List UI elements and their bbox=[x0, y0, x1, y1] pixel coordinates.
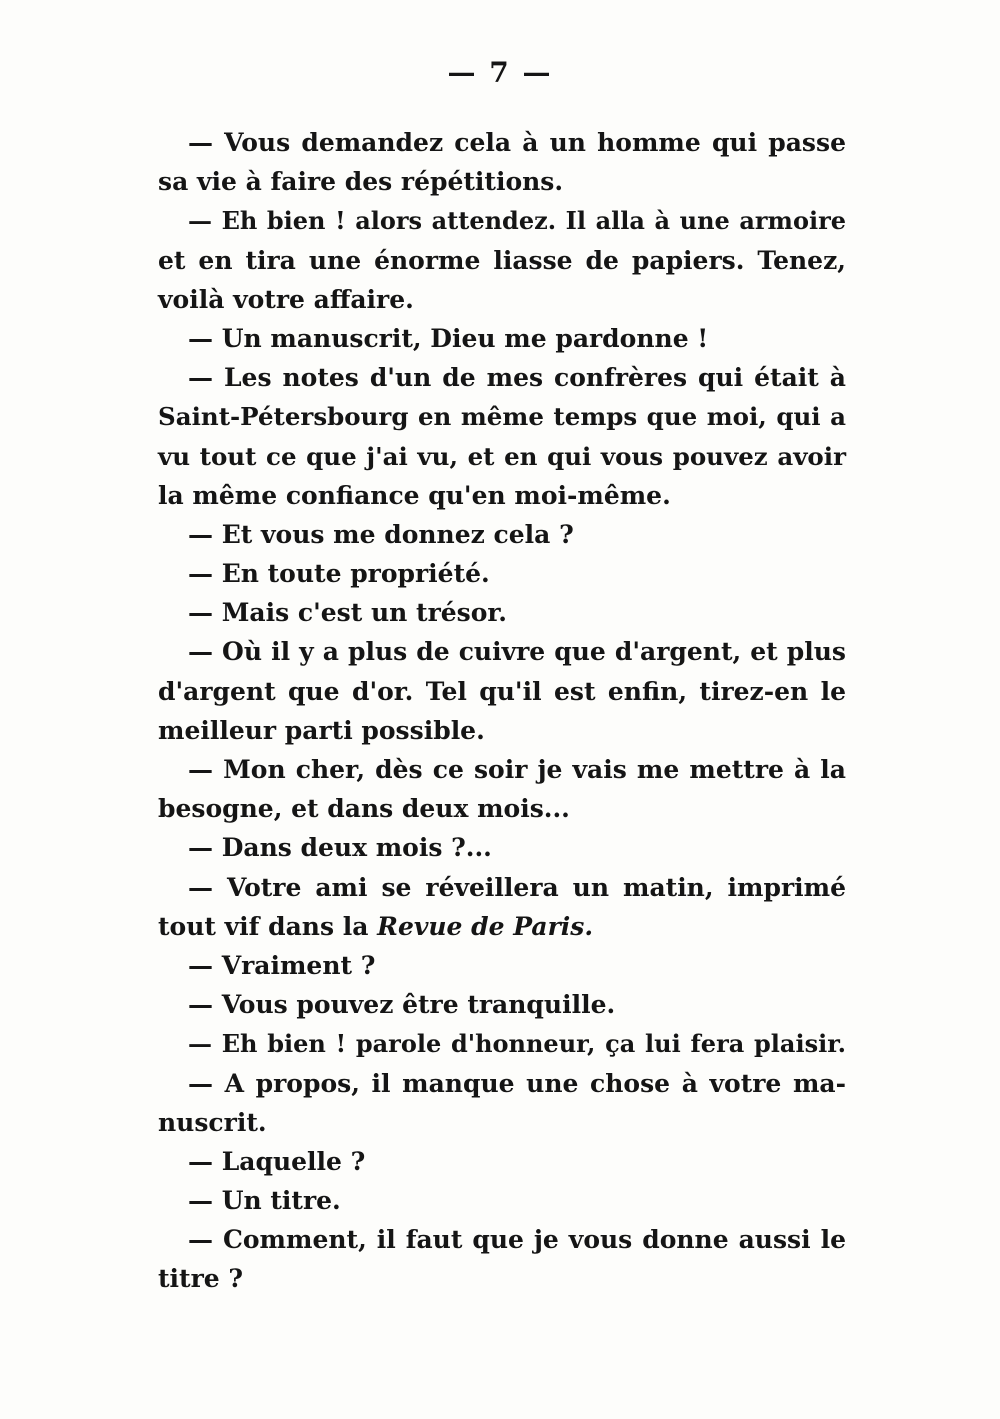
text-line: et en tira une énorme liasse de papiers. Tenez, bbox=[158, 245, 846, 275]
text-line: meilleur parti possible. bbox=[158, 715, 485, 745]
text-line: nuscrit. bbox=[158, 1107, 267, 1137]
body-text bbox=[158, 123, 846, 1299]
text-line: — Laquelle ? bbox=[188, 1146, 366, 1176]
periodical-title: Revue de Paris. bbox=[377, 911, 594, 941]
text-line: — Un manuscrit, Dieu me pardonne ! bbox=[188, 323, 709, 353]
text-line: voilà votre affaire. bbox=[158, 284, 414, 314]
text-line: — Les notes d'un de mes confrères qui était à bbox=[188, 363, 846, 393]
text-line: Saint-Pétersbourg en même temps que moi, qui a bbox=[158, 402, 846, 432]
line-text: tout vif dans la bbox=[158, 911, 378, 941]
text-line: — Eh bien ! parole d'honneur, ça lui fera plaisir. bbox=[188, 1029, 846, 1059]
text-line: — Votre ami se réveillera un matin, imprimé bbox=[188, 872, 846, 902]
text-line: — Dans deux mois ?... bbox=[188, 833, 492, 863]
text-line: — Où il y a plus de cuivre que d'argent, et plus bbox=[188, 637, 846, 667]
text-line: — Vraiment ? bbox=[188, 950, 376, 980]
text-line: — Un titre. bbox=[188, 1186, 341, 1216]
text-line: vu tout ce que j'ai vu, et en qui vous pouvez avoir bbox=[158, 441, 846, 471]
text-line: d'argent que d'or. Tel qu'il est enfin, tirez-en le bbox=[158, 676, 846, 706]
text-line-with-title bbox=[158, 907, 846, 946]
text-line: sa vie à faire des répétitions. bbox=[158, 167, 564, 197]
text-line: la même confiance qu'en moi-même. bbox=[158, 480, 671, 510]
page-number: — 7 — bbox=[447, 56, 553, 89]
text-line: — A propos, il manque une chose à votre ma- bbox=[188, 1068, 846, 1098]
text-line: — En toute propriété. bbox=[188, 559, 490, 589]
text-line: — Vous pouvez être tranquille. bbox=[188, 990, 616, 1020]
text-line: besogne, et dans deux mois... bbox=[158, 794, 570, 824]
text-line: — Et vous me donnez cela ? bbox=[188, 519, 574, 549]
text-line: — Eh bien ! alors attendez. Il alla à une armoire bbox=[188, 206, 846, 236]
text-line: — Vous demandez cela à un homme qui passe bbox=[188, 128, 846, 157]
text-line: — Mais c'est un trésor. bbox=[188, 598, 507, 628]
text-line: titre ? bbox=[158, 1264, 244, 1294]
text-line: — Comment, il faut que je vous donne aussi le bbox=[188, 1225, 846, 1255]
text-line: — Mon cher, dès ce soir je vais me mettre à la bbox=[188, 755, 846, 784]
